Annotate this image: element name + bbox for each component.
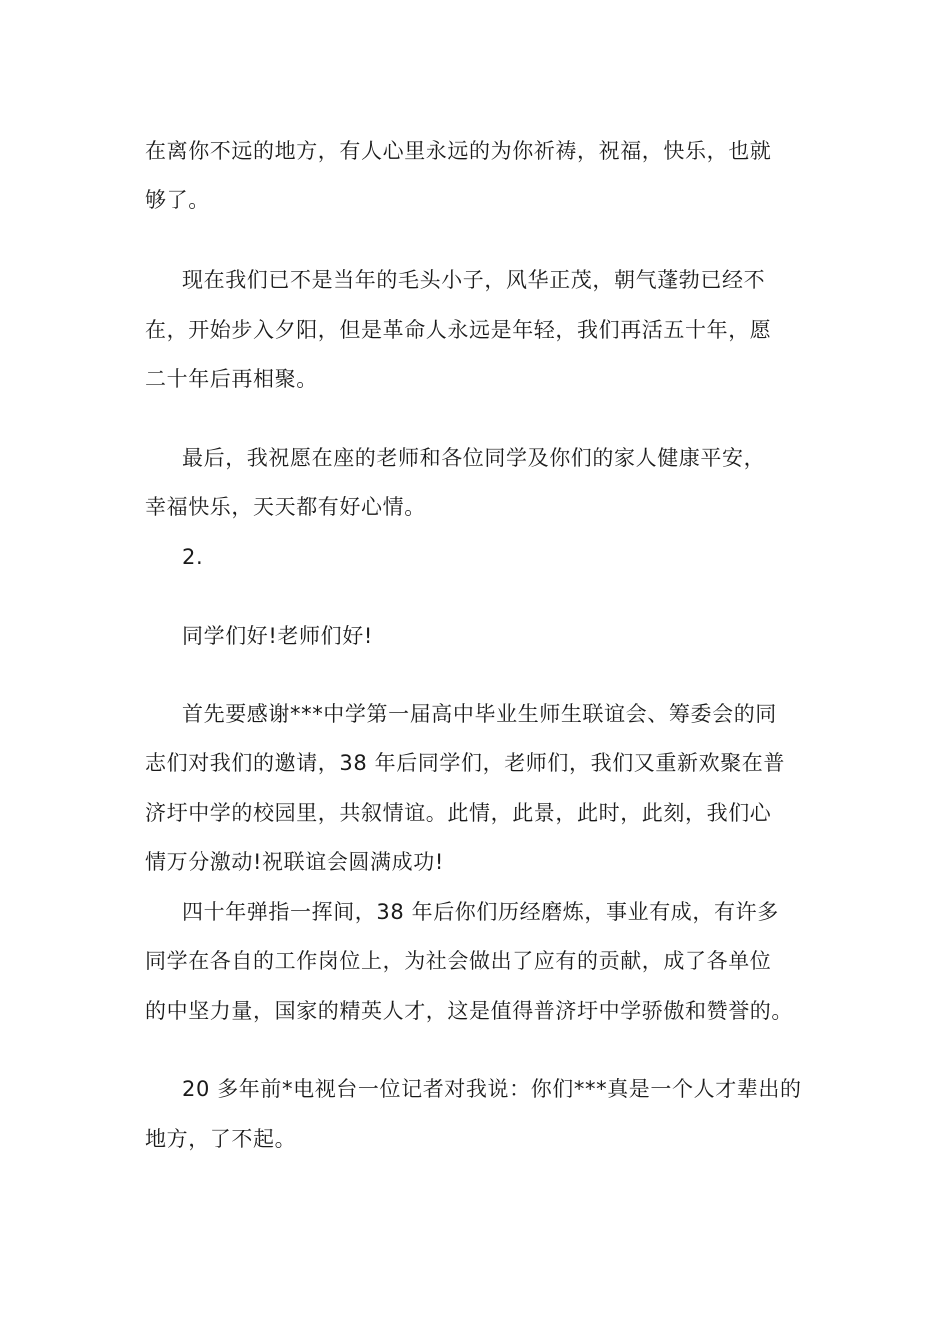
paragraph-1-line-2: 够了。 <box>145 188 210 212</box>
paragraph-7-line-3: 的中坚力量，国家的精英人才，这是值得普济圩中学骄傲和赞誉的。 <box>145 999 793 1023</box>
paragraph-8-line-2: 地方，了不起。 <box>145 1127 297 1151</box>
paragraph-6-line-2: 志们对我们的邀请，38 年后同学们，老师们，我们又重新欢聚在普 <box>145 751 785 775</box>
paragraph-6-line-4: 情万分激动!祝联谊会圆满成功! <box>145 850 444 874</box>
paragraph-3-line-1: 最后，我祝愿在座的老师和各位同学及你们的家人健康平安， <box>182 446 766 470</box>
paragraph-2-line-1: 现在我们已不是当年的毛头小子，风华正茂，朝气蓬勃已经不 <box>182 268 766 292</box>
section-number: 2. <box>182 545 204 569</box>
paragraph-1-line-1: 在离你不远的地方，有人心里永远的为你祈祷，祝福，快乐，也就 <box>145 139 772 163</box>
paragraph-2-line-3: 二十年后再相聚。 <box>145 367 318 391</box>
greeting-line: 同学们好!老师们好! <box>182 624 373 648</box>
paragraph-2-line-2: 在，开始步入夕阳，但是革命人永远是年轻，我们再活五十年，愿 <box>145 318 772 342</box>
paragraph-7-line-1: 四十年弹指一挥间，38 年后你们历经磨炼，事业有成，有许多 <box>182 900 779 924</box>
paragraph-7-line-2: 同学在各自的工作岗位上，为社会做出了应有的贡献，成了各单位 <box>145 949 772 973</box>
paragraph-8-line-1: 20 多年前*电视台一位记者对我说：你们***真是一个人才辈出的 <box>182 1077 802 1101</box>
paragraph-6-line-3: 济圩中学的校园里，共叙情谊。此情，此景，此时，此刻，我们心 <box>145 801 772 825</box>
paragraph-3-line-2: 幸福快乐，天天都有好心情。 <box>145 495 426 519</box>
paragraph-6-line-1: 首先要感谢***中学第一届高中毕业生师生联谊会、筹委会的同 <box>182 702 777 726</box>
